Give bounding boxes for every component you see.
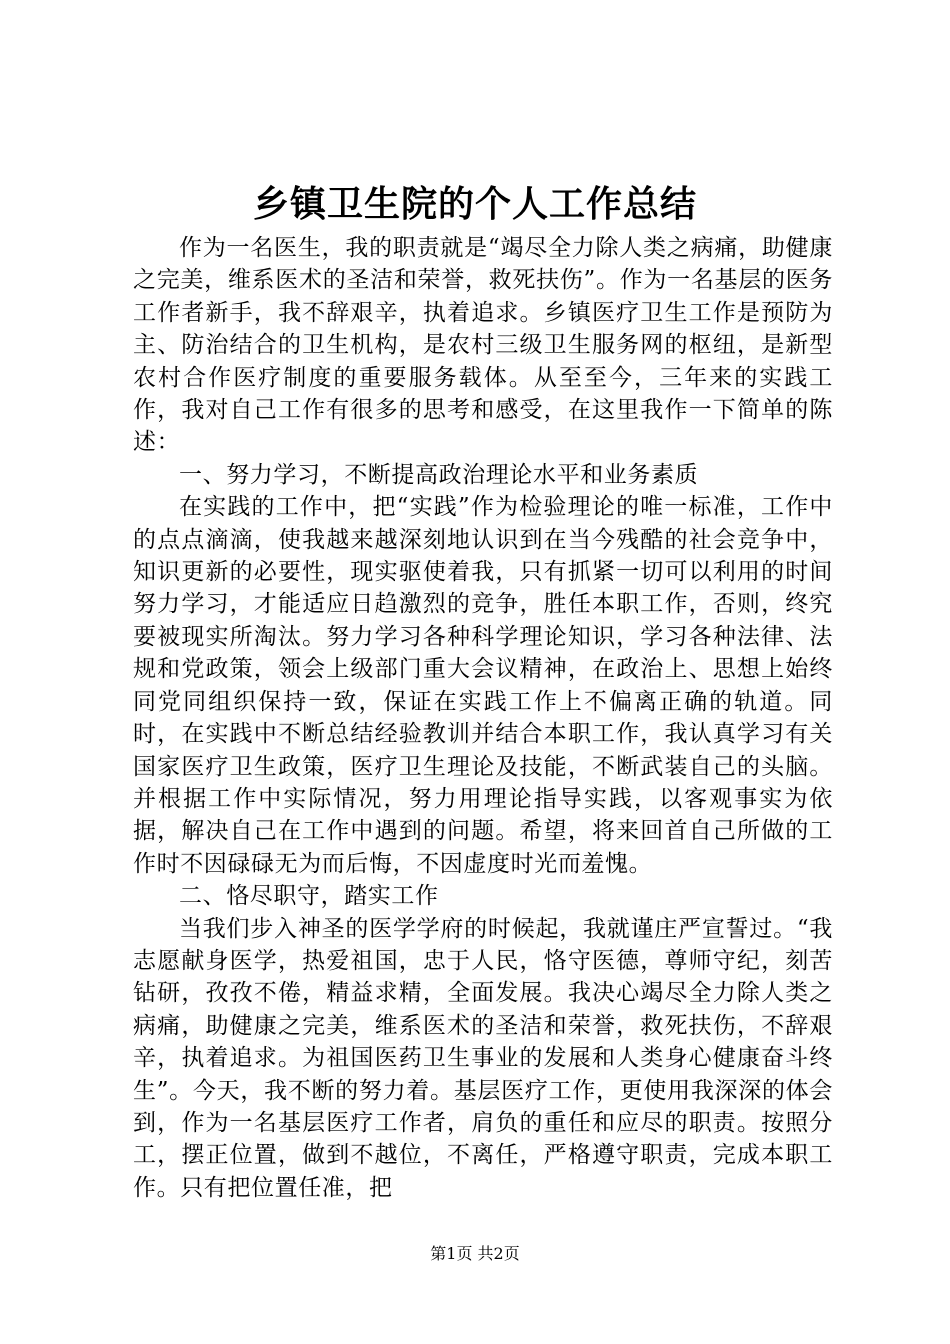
document-title: 乡镇卫生院的个人工作总结: [252, 183, 697, 225]
page-footer: 第1页 共2页: [430, 1244, 520, 1263]
paragraph-intro: 作为一名医生，我的职责就是“竭尽全力除人类之病痛，助健康之完美，维系医术的圣洁和荣誉，救死扶伤”。作为一名基层的医务工作者新手，我不辞艰辛，执着追求。乡镇医疗卫生工作是预防为主、防治结合的卫生机构，是农村三级卫生服务网的枢纽，是新型农村合作医疗制度的重要服务载体。从至至今，三年来的实践工作，我对自己工作有很多的思考和感受，在这里我作一下简单的陈述：: [133, 235, 833, 456]
section-heading-1: 一、努力学习，不断提高政治理论水平和业务素质: [179, 461, 699, 488]
section-heading-2: 二、恪尽职守，踏实工作: [179, 883, 439, 910]
paragraph-duty: 当我们步入神圣的医学学府的时候起，我就谨庄严宣誓过。“我志愿献身医学，热爱祖国，忠于人民，恪守医德，尊师守纪，刻苦钻研，孜孜不倦，精益求精，全面发展。我决心竭尽全力除人类之病痛，助健康之完美，维系医术的圣洁和荣誉，救死扶伤，不辞艰辛，执着追求。为祖国医药卫生事业的发展和人类身心健康奋斗终生”。今天，我不断的努力着。基层医疗工作，更使用我深深的体会到，作为一名基层医疗工作者，肩负的重任和应尽的职责。按照分工，摆正位置，做到不越位，不离任，严格遵守职责，完成本职工作。只有把位置任准，把: [133, 915, 833, 1201]
paragraph-study: 在实践的工作中，把“实践”作为检验理论的唯一标准，工作中的点点滴滴，使我越来越深刻地认识到在当今残酷的社会竞争中，知识更新的必要性，现实驱使着我，只有抓紧一切可以利用的时间努力学习，才能适应日趋激烈的竞争，胜任本职工作，否则，终究要被现实所淘汰。努力学习各种科学理论知识，学习各种法律、法规和党政策，领会上级部门重大会议精神，在政治上、思想上始终同党同组织保持一致，保证在实践工作上不偏离正确的轨道。同时，在实践中不断总结经验教训并结合本职工作，我认真学习有关国家医疗卫生政策，医疗卫生理论及技能，不断武装自己的头脑。并根据工作中实际情况，努力用理论指导实践，以客观事实为依据，解决自己在工作中遇到的问题。希望，将来回首自己所做的工作时不因碌碌无为而后悔，不因虚度时光而羞愧。: [133, 494, 833, 877]
document-body: [133, 232, 833, 1204]
